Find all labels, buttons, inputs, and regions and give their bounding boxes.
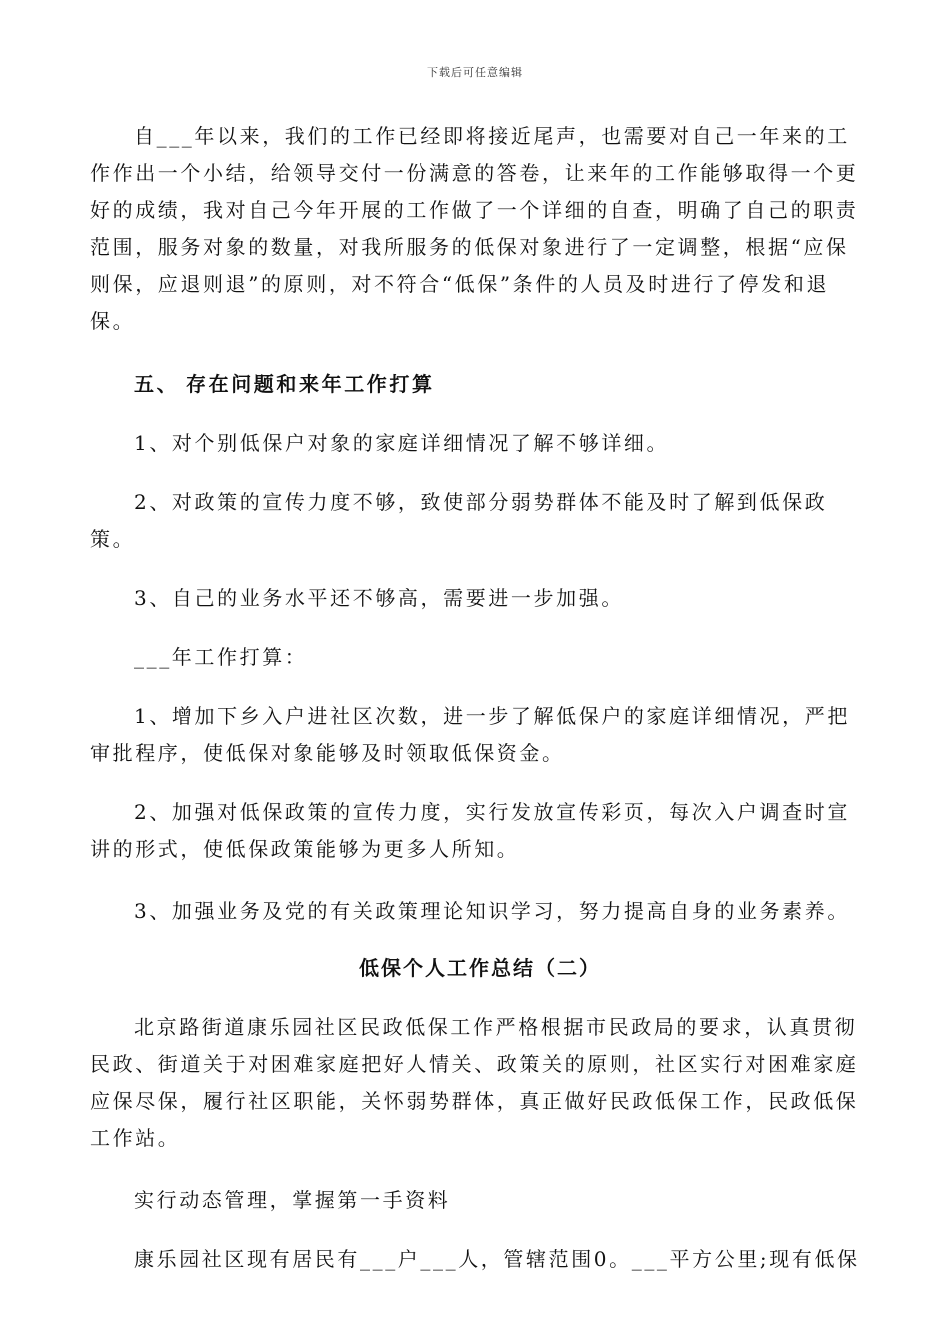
section-heading (134, 366, 870, 403)
intro-paragraph: 自___年以来，我们的工作已经即将接近尾声，也需要对自己一年来的工作作出一个小结，给领导交付一份满意的答卷，让来年的工作能够取得一个更好的成绩，我对自己今年开展的工作做了一个详细的自查，明确了自己的职责范围，服务对象的数量，对我所服务的低保对象进行了一定调整，根据“应保则保，应退则退”的原则，对不符合“低保”条件的人员及时进行了停发和退保。 (90, 124, 859, 333)
problem-item-1: 1、对个别低保户对象的家庭详细情况了解不够详细。 (134, 431, 670, 455)
plan-heading: ___年工作打算： (134, 645, 308, 669)
page-header: 下载后可任意编辑 (427, 66, 523, 79)
document-body (90, 118, 870, 1278)
subheading-paragraph: 实行动态管理，掌握第一手资料 (134, 1188, 451, 1212)
plan-item-2: 2、加强对低保政策的宣传力度，实行发放宣传彩页，每次入户调查时宣讲的形式，使低保政策能够为更多人所知。 (90, 800, 850, 861)
summary-paragraph: 北京路街道康乐园社区民政低保工作严格根据市民政局的要求，认真贯彻民政、街道关于对困难家庭把好人情关、政策关的原则，社区实行对困难家庭应保尽保，履行社区职能，关怀弱势群体，真正做好民政低保工作，民政低保工作站。 (90, 1015, 859, 1150)
section-number: 五、 (134, 372, 180, 396)
plan-item-3: 3、加强业务及党的有关政策理论知识学习，努力提高自身的业务素养。 (134, 899, 850, 923)
residents-paragraph: 康乐园社区现有居民有___户___人，管辖范围0。___平方公里;现有低保 (134, 1247, 860, 1271)
section-title: 存在问题和来年工作打算 (186, 372, 435, 396)
plan-item-1: 1、增加下乡入户进社区次数，进一步了解低保户的家庭详细情况，严把审批程序，使低保对象能够及时领取低保资金。 (90, 704, 850, 765)
problem-item-3: 3、自己的业务水平还不够高，需要进一步加强。 (134, 586, 624, 610)
problem-item-2: 2、对政策的宣传力度不够，致使部分弱势群体不能及时了解到低保政策。 (90, 490, 828, 551)
document-title-2: 低保个人工作总结（二） (359, 956, 601, 980)
